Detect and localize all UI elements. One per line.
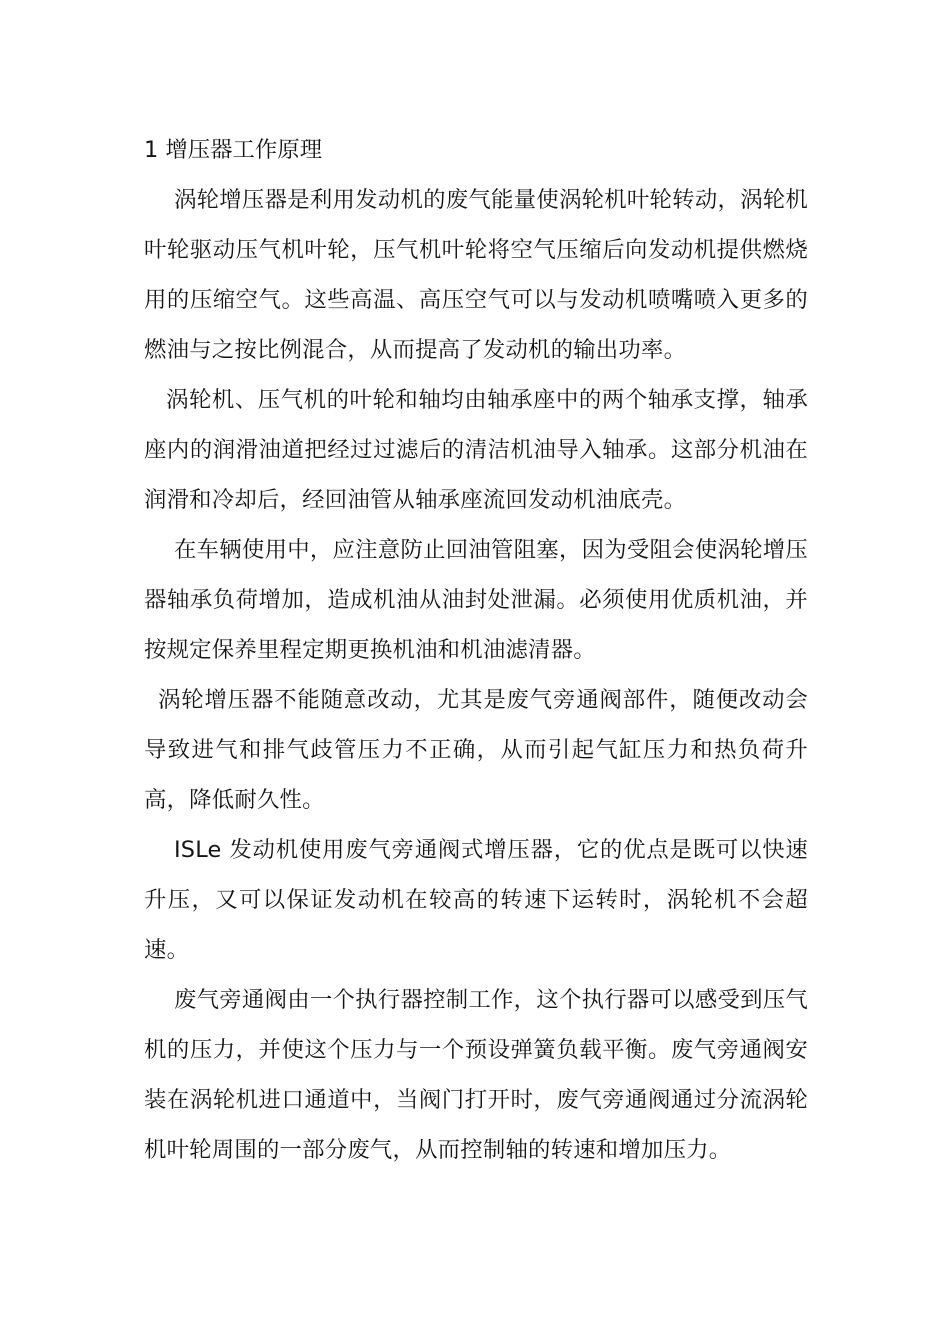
paragraph-turbocharger-principle: 涡轮增压器是利用发动机的废气能量使涡轮机叶轮转动，涡轮机叶轮驱动压气机叶轮，压气机叶轮将空气压缩后向发动机提供燃烧用的压缩空气。这些高温、高压空气可以与发动机喷嘴喷入更多的燃油与之按比例混合，从而提高了发动机的输出功率。 xyxy=(144,187,808,363)
paragraph-wastegate-actuator: 废气旁通阀由一个执行器控制工作，这个执行器可以感受到压气机的压力，并使这个压力与一个预设弹簧负载平衡。废气旁通阀安装在涡轮机进口通道中，当阀门打开时，废气旁通阀通过分流涡轮机叶轮周围的一部分废气，从而控制轴的转速和增加压力。 xyxy=(144,987,808,1163)
paragraph-oil-maintenance: 在车辆使用中，应注意防止回油管阻塞，因为受阻会使涡轮增压器轴承负荷增加，造成机油从油封处泄漏。必须使用优质机油，并按规定保养里程定期更换机油和机油滤清器。 xyxy=(144,537,808,663)
paragraph-no-modification: 涡轮增压器不能随意改动，尤其是废气旁通阀部件，随便改动会导致进气和排气歧管压力不正确，从而引起气缸压力和热负荷升高，降低耐久性。 xyxy=(144,687,808,813)
paragraph-isle-wastegate: ISLe 发动机使用废气旁通阀式增压器，它的优点是既可以快速升压，又可以保证发动机在较高的转速下运转时，涡轮机不会超速。 xyxy=(144,837,808,963)
document-body xyxy=(144,131,808,1175)
section-heading: 1 增压器工作原理 xyxy=(144,137,323,163)
paragraph-bearing-lubrication: 涡轮机、压气机的叶轮和轴均由轴承座中的两个轴承支撑，轴承座内的润滑油道把经过过滤后的清洁机油导入轴承。这部分机油在润滑和冷却后，经回油管从轴承座流回发动机油底壳。 xyxy=(144,387,808,513)
